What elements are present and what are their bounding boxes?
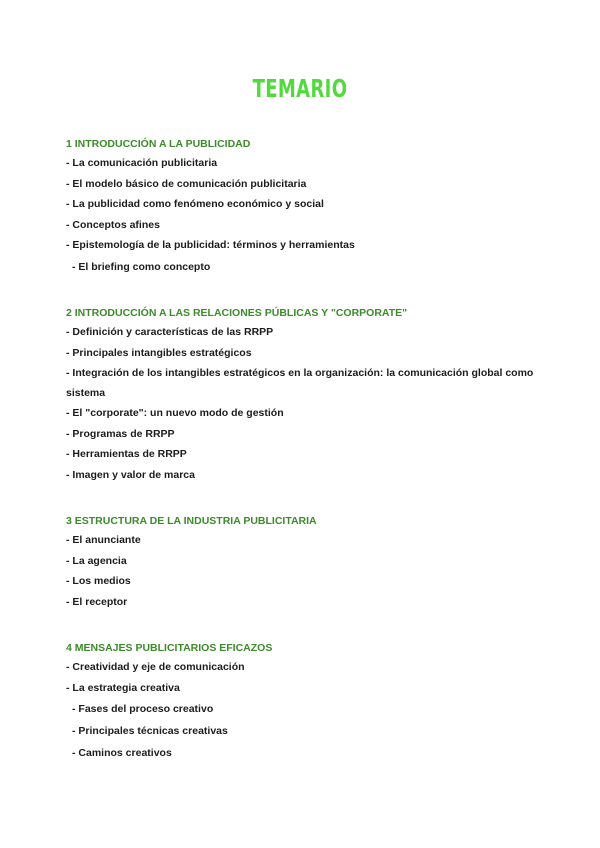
list-item: - El "corporate": un nuevo modo de gestión [66,407,284,419]
list-item-sub: - Fases del proceso creativo [72,703,214,715]
list-item: - El modelo básico de comunicación publicitaria [66,177,307,190]
list-item: - Herramientas de RRPP [66,448,187,460]
list-item: - La comunicación publicitaria [66,157,218,169]
section-heading: 2 INTRODUCCIÓN A LAS RELACIONES PÚBLICAS Y "CORPORATE" [66,307,408,319]
list-item: - Programas de RRPP [66,427,175,440]
section-estructura-industria [66,513,536,612]
list-item: - Principales intangibles estratégicos [66,346,252,359]
section-introduccion-publicidad [66,136,536,278]
list-item-sub: - Principales técnicas creativas [72,725,228,737]
list-item: - El anunciante [66,534,141,546]
list-item: - Definición y características de las RRPP [66,326,274,338]
list-item: - Integración de los intangibles estratégicos en la organización: la comunicación global como sistema [66,367,534,399]
list-item-sub: - Caminos creativos [72,747,172,759]
list-item: - La agencia [66,554,127,567]
section-heading: 4 MENSAJES PUBLICITARIOS EFICAZOS [66,642,273,654]
list-item: - La estrategia creativa [66,681,180,694]
list-item-sub: - El briefing como concepto [72,260,211,273]
section-heading: 3 ESTRUCTURA DE LA INDUSTRIA PUBLICITARIA [66,515,317,527]
list-item: - Imagen y valor de marca [66,468,195,481]
list-item: - Epistemología de la publicidad: términos y herramientas [66,239,355,251]
list-item: - Conceptos afines [66,218,160,231]
list-item: - La publicidad como fenómeno económico y social [66,198,324,210]
section-relaciones-publicas [66,305,536,485]
list-item: - El receptor [66,595,128,608]
section-mensajes-publicitarios [66,640,536,764]
page-title: TEMARIO [252,74,348,103]
list-item: - Creatividad y eje de comunicación [66,661,245,673]
section-heading: 1 INTRODUCCIÓN A LA PUBLICIDAD [66,138,251,150]
list-item: - Los medios [66,575,131,587]
